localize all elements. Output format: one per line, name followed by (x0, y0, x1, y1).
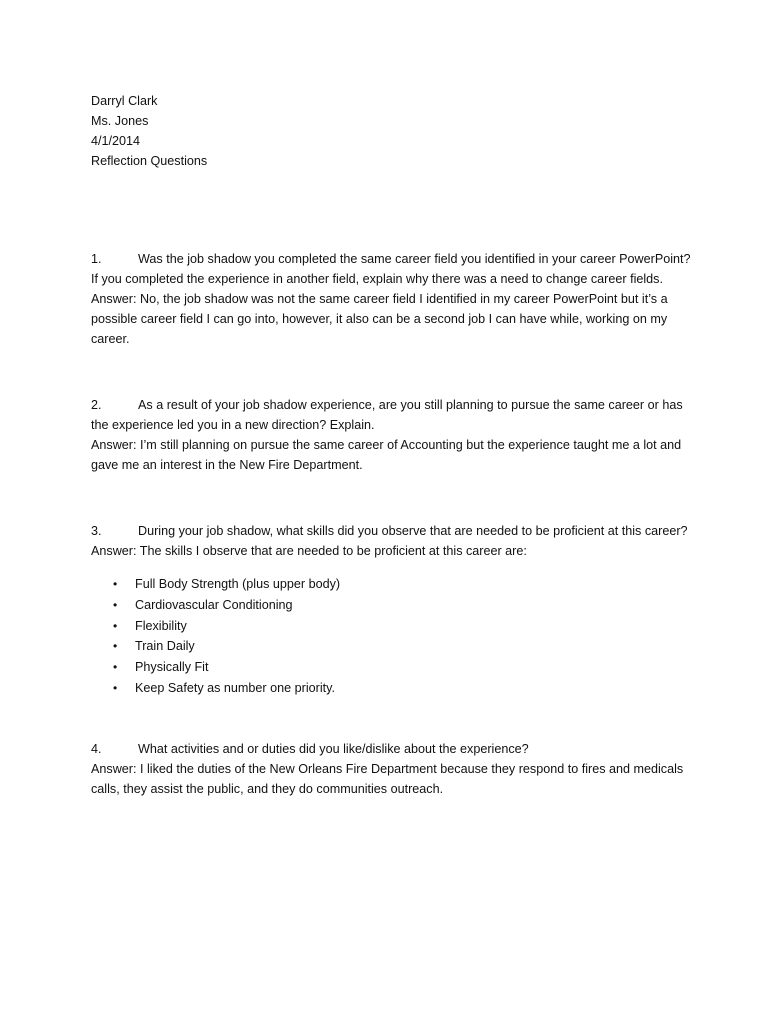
list-item (113, 657, 691, 678)
question-3-block (91, 521, 691, 699)
list-item (113, 595, 691, 616)
answer-2: Answer: I’m still planning on pursue the same career of Accounting but the experience taught me a lot and gave me an interest in the New Fire Department. (91, 438, 682, 472)
skill-text: Full Body Strength (plus upper body) (135, 577, 341, 591)
document-date: 4/1/2014 (91, 134, 141, 148)
question-3 (91, 521, 691, 541)
question-1 (91, 249, 691, 289)
question-4-block (91, 739, 691, 799)
question-3-text: During your job shadow, what skills did you observe that are needed to be proficient at this career? (138, 524, 688, 538)
bullet-icon: • (113, 618, 118, 633)
document-header (91, 91, 691, 171)
question-4-text: What activities and or duties did you like/dislike about the experience? (138, 741, 529, 756)
question-2-text: As a result of your job shadow experience, are you still planning to pursue the same career or has the experience led you in a new direction? Explain. (91, 398, 683, 432)
question-2 (91, 395, 691, 435)
question-3-number: 3. (91, 524, 102, 538)
teacher-name: Ms. Jones (91, 114, 149, 128)
document-page (91, 91, 691, 799)
bullet-icon: • (113, 597, 118, 612)
bullet-icon: • (113, 639, 118, 654)
question-1-number: 1. (91, 252, 102, 266)
skills-list (113, 574, 691, 699)
answer-1: Answer: No, the job shadow was not the same career field I identified in my career PowerPoint but it’s a possible career field I can go into, however, it also can be a second job I can have while, working on my career. (91, 292, 668, 346)
question-4 (91, 739, 691, 759)
answer-3: Answer: The skills I observe that are needed to be proficient at this career are: (91, 544, 527, 558)
list-item (113, 636, 691, 657)
list-item (113, 678, 691, 699)
question-1-block (91, 249, 691, 349)
question-2-block (91, 395, 691, 475)
list-item (113, 616, 691, 637)
list-item (113, 574, 691, 595)
skill-text: Cardiovascular Conditioning (135, 597, 293, 612)
skill-text: Keep Safety as number one priority. (135, 680, 335, 695)
question-4-number: 4. (91, 741, 102, 756)
answer-4: Answer: I liked the duties of the New Orleans Fire Department because they respond to fires and medicals calls, they assist the public, and they do communities outreach. (91, 761, 684, 796)
skill-text: Train Daily (135, 639, 195, 654)
document-title: Reflection Questions (91, 154, 208, 168)
skill-text: Physically Fit (135, 660, 209, 675)
bullet-icon: • (113, 577, 118, 591)
question-1-text: Was the job shadow you completed the same career field you identified in your career PowerPoint? If you completed the experience in another field, explain why there was a need to change career fields. (91, 252, 691, 286)
skill-text: Flexibility (135, 618, 187, 633)
student-name: Darryl Clark (91, 94, 158, 108)
bullet-icon: • (113, 660, 118, 675)
question-2-number: 2. (91, 398, 102, 412)
bullet-icon: • (113, 680, 118, 695)
